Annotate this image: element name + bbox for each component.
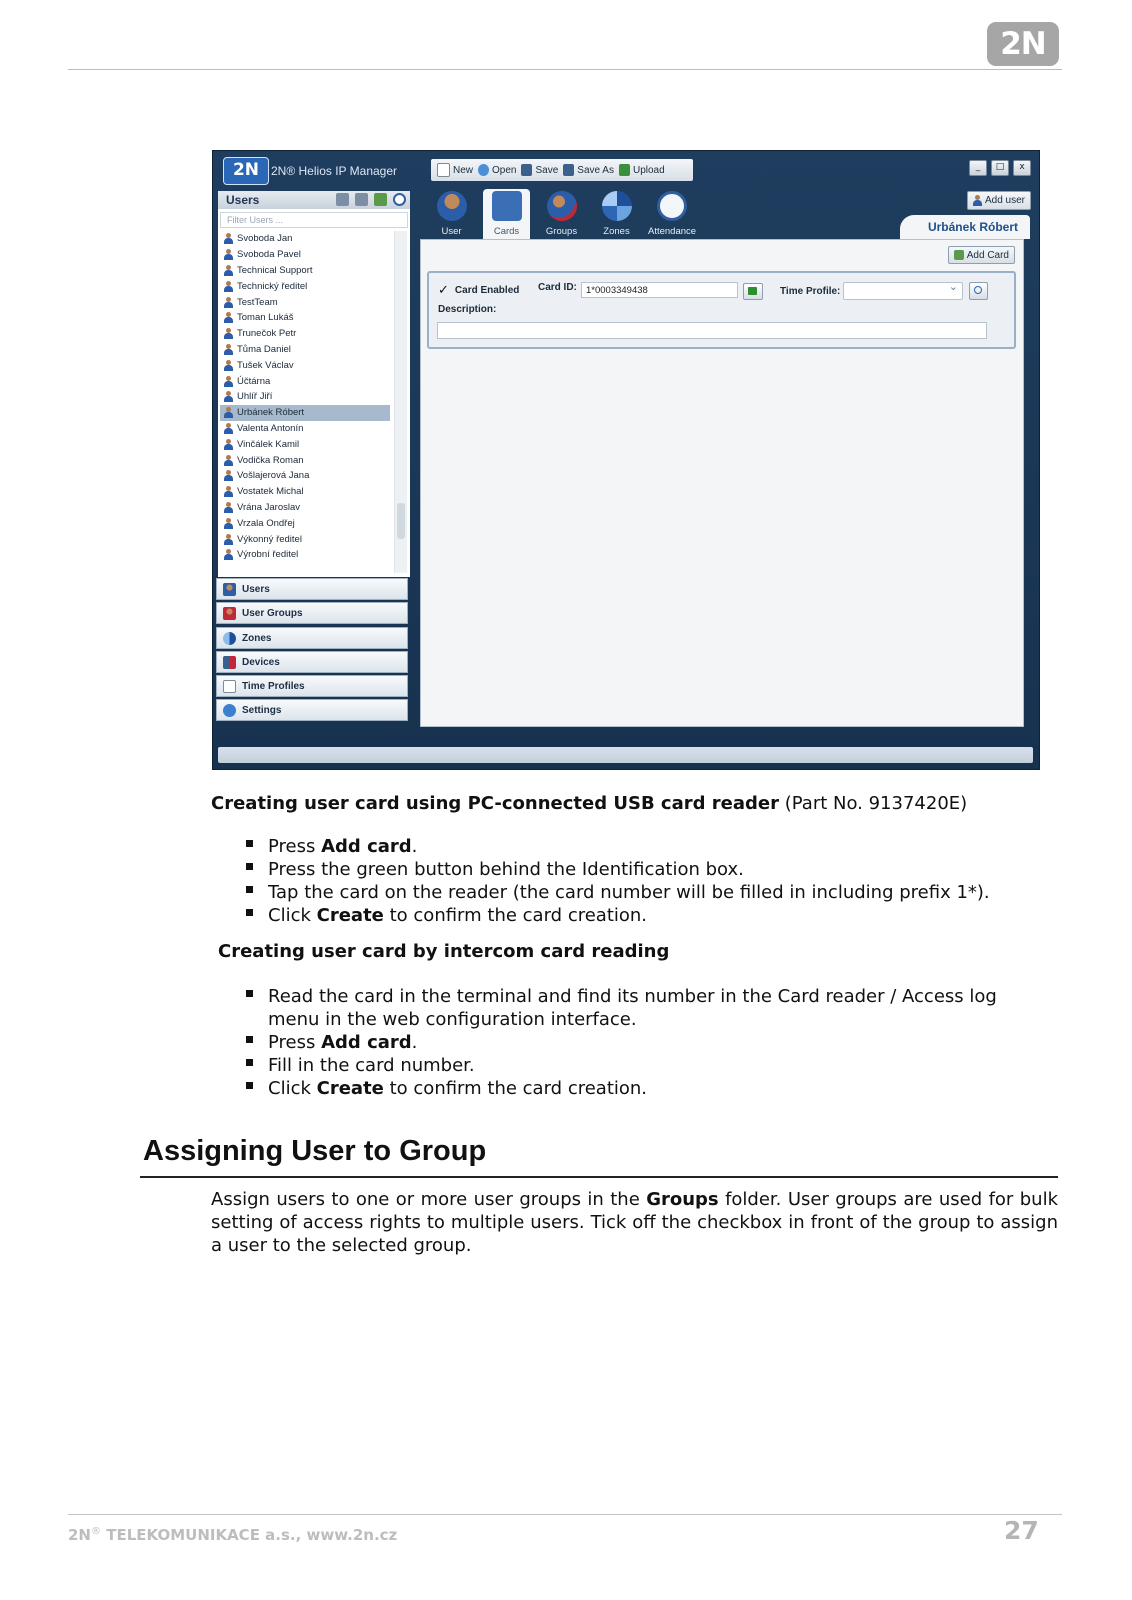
user-name: Svoboda Jan: [237, 233, 293, 245]
paragraph-bold: Groups: [646, 1189, 719, 1210]
tab-cards-label: Cards: [493, 226, 520, 237]
user-list-item[interactable]: [220, 278, 390, 294]
users-panel: [218, 191, 410, 577]
save-as-button[interactable]: [563, 164, 614, 176]
user-name: Uhlíř Jiří: [237, 391, 273, 403]
add-card-label: Add Card: [966, 249, 1009, 261]
panel-tools: [336, 193, 406, 206]
user-name: Výrobní ředitel: [237, 549, 299, 561]
nav-user-groups[interactable]: [216, 602, 408, 624]
user-list-item[interactable]: [220, 405, 390, 421]
brand-logo: 2N: [987, 22, 1059, 66]
user-icon: [224, 281, 233, 292]
scrollbar-thumb[interactable]: [397, 503, 405, 539]
user-name: Vrána Jaroslav: [237, 501, 301, 513]
nav-settings-label: Settings: [242, 704, 282, 716]
user-list-item[interactable]: [220, 389, 390, 405]
user-name: Technický ředitel: [237, 280, 308, 292]
user-icon: [224, 328, 233, 339]
bullet-marker: [246, 990, 253, 997]
card-enabled-label: Card Enabled: [454, 284, 520, 296]
section-heading: Assigning User to Group: [143, 1135, 487, 1167]
user-list-item[interactable]: [220, 310, 390, 326]
list-item-bold: Add card: [321, 836, 412, 857]
user-name: Vošlajerová Jana: [237, 470, 310, 482]
user-icon: [224, 455, 233, 466]
user-name: Vostatek Michal: [237, 486, 304, 498]
user-list-item[interactable]: [220, 357, 390, 373]
user-icon: [224, 233, 233, 244]
list-item: [268, 836, 417, 857]
nav-user-groups-label: User Groups: [242, 607, 303, 619]
find-user-icon[interactable]: [355, 193, 368, 206]
save-as-icon: [563, 164, 574, 176]
nav-time-profiles[interactable]: [216, 675, 408, 697]
user-list-item[interactable]: [220, 294, 390, 310]
description-label: Description:: [438, 304, 497, 315]
user-icon: [224, 423, 233, 434]
tab-user-label: User: [441, 226, 462, 237]
open-button[interactable]: [478, 164, 516, 176]
list-item-text: .: [411, 1032, 418, 1053]
time-profile-select[interactable]: [843, 282, 963, 300]
bullet-marker: [246, 909, 253, 916]
app-logo: 2N: [223, 157, 269, 185]
checkmark-icon: ✓: [438, 282, 449, 297]
card-id-input[interactable]: 1*0003349438: [581, 282, 738, 298]
user-name: Toman Lukáš: [237, 312, 294, 324]
user-list-item[interactable]: [220, 421, 390, 437]
list-item: [268, 905, 647, 926]
user-name: Vodička Roman: [237, 454, 304, 466]
user-groups-icon: [223, 607, 236, 620]
footer-rule: [68, 1514, 1062, 1515]
list-item: [268, 1032, 417, 1053]
list-item-text: Press: [268, 1032, 322, 1053]
user-icon: [224, 249, 233, 260]
nav-zones[interactable]: [216, 627, 408, 649]
list-item-continued: menu in the web configuration interface.: [268, 1009, 637, 1030]
description-input[interactable]: [437, 322, 987, 339]
status-bar: [218, 747, 1033, 763]
user-name: Tušek Václav: [237, 359, 294, 371]
nav-devices-label: Devices: [242, 656, 280, 668]
users-list-scrollbar[interactable]: [394, 231, 407, 573]
user-list-item[interactable]: [220, 452, 390, 468]
list-item: [268, 882, 990, 903]
user-list-item[interactable]: [220, 436, 390, 452]
save-icon: [521, 164, 532, 176]
user-icon: [224, 360, 233, 371]
toolbar: [431, 159, 693, 181]
user-tab-icon: [437, 191, 467, 221]
user-name: Tůma Daniel: [237, 343, 291, 355]
heading-rule: [140, 1176, 1058, 1178]
devices-icon: [223, 656, 236, 669]
open-label: Open: [492, 164, 517, 176]
nav-time-profiles-label: Time Profiles: [242, 680, 305, 692]
user-list-item[interactable]: [220, 484, 390, 500]
user-icon: [224, 470, 233, 481]
list-item: [268, 1078, 647, 1099]
user-icon: [224, 407, 233, 418]
time-profile-label: Time Profile:: [780, 286, 841, 297]
users-panel-header: [218, 191, 410, 209]
upload-icon: [619, 164, 630, 176]
list-item-bold: Create: [316, 1078, 384, 1099]
list-item-bold: Add card: [321, 1032, 412, 1053]
section-paragraph: [211, 1188, 1058, 1257]
user-list-item[interactable]: [220, 500, 390, 516]
user-icon: [224, 344, 233, 355]
section1-title-rest: (Part No. 9137420E): [784, 793, 968, 814]
nav-zones-label: Zones: [242, 632, 272, 644]
page-number: 27: [1004, 1516, 1039, 1545]
user-name: Technical Support: [237, 264, 313, 276]
nav-users-label: Users: [242, 583, 270, 595]
clock-icon[interactable]: [393, 193, 406, 206]
list-item-text: Press: [268, 836, 322, 857]
footer-company: [68, 1526, 397, 1544]
calendar-icon: [223, 680, 236, 693]
user-icon: [224, 518, 233, 529]
add-card-button[interactable]: [948, 246, 1015, 264]
user-icon: [224, 376, 233, 387]
user-name: Účtárna: [237, 375, 271, 387]
tab-user[interactable]: [428, 189, 475, 239]
paragraph-text: Assign users to one or more user groups in the: [211, 1189, 647, 1210]
list-item-text: Click: [268, 905, 317, 926]
info-icon: [223, 704, 236, 717]
user-list-item[interactable]: [220, 373, 390, 389]
list-item-text: .: [411, 836, 418, 857]
filter-users-input[interactable]: Filter Users ...: [220, 212, 408, 228]
read-card-button[interactable]: [743, 283, 763, 300]
footer-company-text: TELEKOMUNIKACE a.s., www.2n.cz: [101, 1526, 398, 1544]
list-item: [268, 859, 744, 880]
window-controls: [969, 160, 1031, 176]
user-name: TestTeam: [237, 296, 278, 308]
users-icon: [223, 583, 236, 596]
upload-button[interactable]: [619, 164, 665, 176]
add-user-button[interactable]: [967, 191, 1031, 210]
user-list-item[interactable]: [220, 547, 390, 563]
user-name: Valenta Antonín: [237, 422, 304, 434]
tab-cards[interactable]: [483, 189, 530, 239]
bullet-marker: [246, 863, 253, 870]
footer-brand-sup: ®: [91, 1526, 101, 1537]
tab-zones[interactable]: [593, 189, 640, 239]
list-item-text: to confirm the card creation.: [383, 905, 648, 926]
groups-icon: [547, 191, 577, 221]
main-tabs: [428, 189, 695, 239]
card-entry: [427, 271, 1016, 349]
add-card-icon: [954, 250, 964, 260]
cards-content: [420, 239, 1024, 727]
user-list-item[interactable]: [220, 468, 390, 484]
user-list-item[interactable]: [220, 231, 390, 247]
list-item-text: Fill in the card number.: [268, 1055, 475, 1076]
user-name: Výkonný ředitel: [237, 533, 302, 545]
add-user-label: Add user: [984, 195, 1025, 206]
upload-label: Upload: [632, 164, 665, 176]
users-list: [220, 231, 390, 573]
user-name: Urbánek Róbert: [237, 407, 305, 419]
nav-settings[interactable]: [216, 699, 408, 721]
paragraph-text: folder. User groups are used for bulk setting of access rights to multiple users. Tick off the checkbox in front of the group to assign a user to the selected group.: [211, 1189, 1058, 1256]
user-icon: [224, 297, 233, 308]
clock-icon: [657, 191, 687, 221]
search-users-icon[interactable]: [336, 193, 349, 206]
clear-time-profile-button[interactable]: [969, 282, 988, 300]
minimize-button[interactable]: _: [969, 160, 987, 176]
list-item-text: Tap the card on the reader (the card number will be filled in including prefix 1*).: [268, 882, 990, 903]
user-list-item[interactable]: [220, 515, 390, 531]
card-id-label: Card ID:: [538, 282, 577, 293]
save-button[interactable]: [521, 164, 558, 176]
user-icon: [224, 502, 233, 513]
list-item-text: Click: [268, 1078, 317, 1099]
new-label: New: [453, 164, 474, 176]
user-list-item[interactable]: [220, 326, 390, 342]
list-item-text: Read the card in the terminal and find its number in the Card reader / Access log: [268, 986, 997, 1007]
user-name: Svoboda Pavel: [237, 249, 301, 261]
zones-icon: [223, 632, 236, 645]
add-user-icon: [973, 195, 982, 206]
user-icon: [224, 439, 233, 450]
selected-user-header: Urbánek Róbert: [900, 215, 1030, 239]
card-reader-icon: [492, 191, 522, 221]
save-as-label: Save As: [577, 164, 614, 176]
add-user-icon[interactable]: [374, 193, 387, 206]
user-list-item[interactable]: [220, 531, 390, 547]
user-name: Vrzala Ondřej: [237, 517, 295, 529]
user-name: Vinčálek Kamil: [237, 438, 300, 450]
new-button[interactable]: [437, 163, 473, 177]
new-file-icon: [437, 163, 450, 177]
card-enabled-checkbox[interactable]: [438, 282, 519, 298]
bullet-marker: [246, 1059, 253, 1066]
list-item: [268, 1055, 475, 1076]
close-button[interactable]: x: [1013, 160, 1031, 176]
user-name: Trunečok Petr: [237, 328, 297, 340]
user-icon: [224, 312, 233, 323]
bullet-marker: [246, 1082, 253, 1089]
bullet-marker: [246, 1036, 253, 1043]
list-item: [268, 986, 997, 1007]
tab-groups[interactable]: [538, 189, 585, 239]
user-icon: [224, 265, 233, 276]
save-label: Save: [535, 164, 559, 176]
tab-attendance-label: Attendance: [648, 226, 697, 237]
nav-users[interactable]: [216, 578, 408, 600]
section1-title-bold: Creating user card using PC-connected USB card reader: [211, 793, 779, 814]
zones-icon: [602, 191, 632, 221]
tab-groups-label: Groups: [545, 226, 578, 237]
maximize-button[interactable]: □: [991, 160, 1009, 176]
helios-ip-manager-window: [212, 150, 1040, 770]
user-icon: [224, 391, 233, 402]
users-panel-title: Users: [226, 193, 260, 207]
user-icon: [224, 486, 233, 497]
list-item-text: to confirm the card creation.: [383, 1078, 648, 1099]
bullet-marker: [246, 886, 253, 893]
app-title: 2N® Helios IP Manager: [271, 164, 398, 178]
list-item-bold: Create: [316, 905, 384, 926]
user-icon: [224, 549, 233, 560]
bullet-marker: [246, 840, 253, 847]
open-icon: [478, 164, 489, 176]
tab-attendance[interactable]: [648, 189, 695, 239]
tab-zones-label: Zones: [603, 226, 630, 237]
user-list-item[interactable]: [220, 263, 390, 279]
section2-title: Creating user card by intercom card reading: [218, 941, 670, 962]
list-item-text: Press the green button behind the Identification box.: [268, 859, 744, 880]
user-list-item[interactable]: [220, 247, 390, 263]
user-list-item[interactable]: [220, 342, 390, 358]
nav-devices[interactable]: [216, 651, 408, 673]
user-icon: [224, 534, 233, 545]
section1-title: [211, 793, 967, 814]
header-rule: [68, 69, 1062, 70]
footer-brand: 2N: [68, 1526, 91, 1544]
